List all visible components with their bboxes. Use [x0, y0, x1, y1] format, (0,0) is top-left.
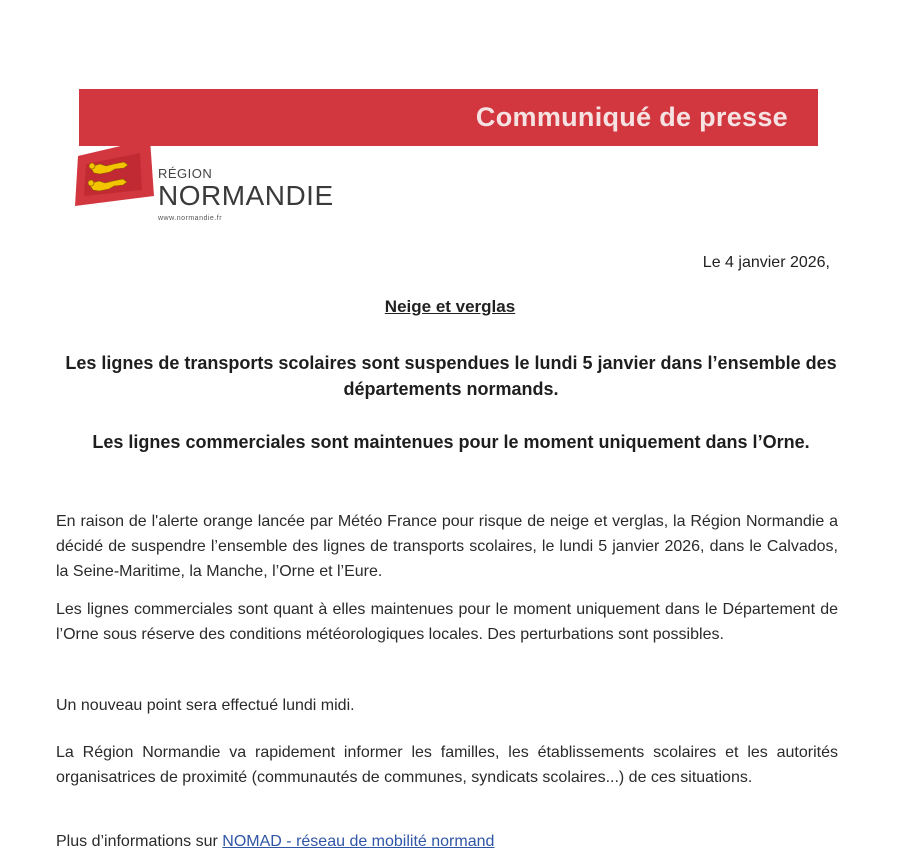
lead-statement-1: Les lignes de transports scolaires sont suspendues le lundi 5 janvier dans l’ensemble des départements normands.: [65, 353, 837, 399]
normandy-lions-flag-icon: [70, 134, 155, 212]
body-paragraph-1: En raison de l'alerte orange lancée par Météo France pour risque de neige et verglas, la Région Normandie a décidé de suspendre l’ensemble des lignes de transports scolaires, le lundi 5 janvier 2026, dans le Calvados, la Seine-Maritime, la Manche, l’Orne et l’Eure.: [56, 513, 838, 580]
body-paragraph-2: Les lignes commerciales sont quant à elles maintenues pour le moment uniquement dans le Département de l’Orne sous réserve des conditions météorologiques locales. Des perturbations sont possibles.: [56, 601, 838, 643]
document-date: Le 4 janvier 2026,: [702, 254, 830, 271]
document-title: Neige et verglas: [384, 297, 516, 316]
logo-region-label: RÉGION: [158, 166, 213, 181]
more-info-line: [56, 829, 838, 854]
banner-title: Communiqué de presse: [475, 102, 788, 132]
logo-url: www.normandie.fr: [158, 215, 223, 222]
lead-statement-2: Les lignes commerciales sont maintenues pour le moment uniquement dans l’Orne.: [92, 432, 810, 452]
body-paragraph-4: La Région Normandie va rapidement informer les familles, les établissements scolaires et les autorités organisatrices de proximité (communautés de communes, syndicats scolaires...) de ces situations.: [56, 744, 838, 786]
logo-name: NORMANDIE: [158, 180, 334, 211]
region-logo: [158, 166, 334, 222]
press-release-banner: [79, 89, 818, 146]
body-paragraph-3: Un nouveau point sera effectué lundi midi.: [56, 697, 355, 714]
nomad-link[interactable]: NOMAD - réseau de mobilité normand: [222, 833, 495, 850]
more-info-prefix: Plus d’informations sur: [56, 833, 223, 850]
